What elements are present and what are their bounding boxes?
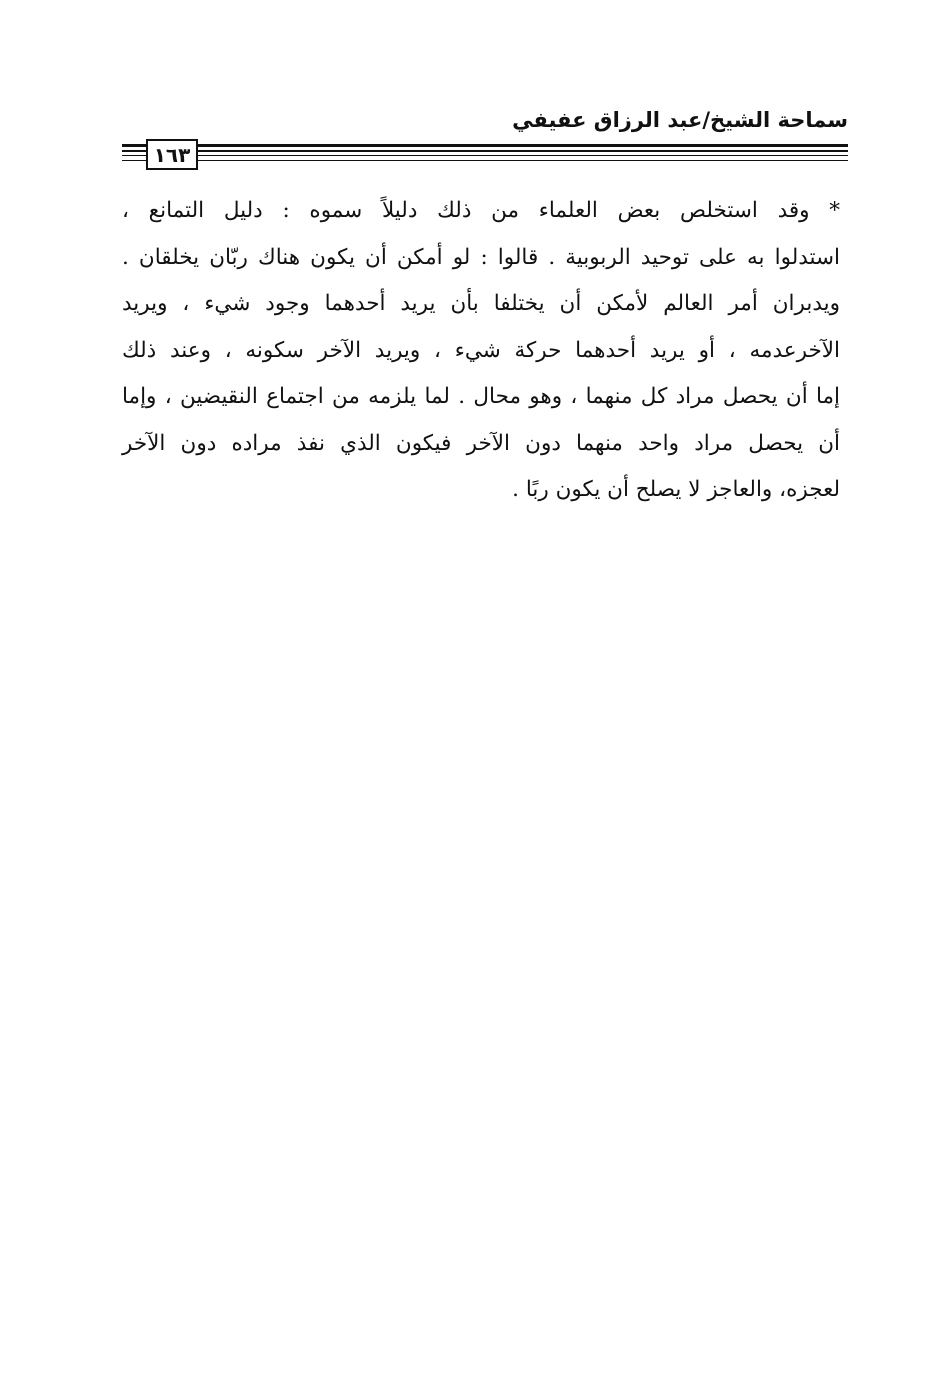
body-text	[122, 188, 840, 514]
text-line: إما أن يحصل مراد كل منهما ، وهو محال . لما يلزمه من اجتماع النقيضين ، وإما	[122, 384, 840, 409]
page-number: ١٦٣	[146, 139, 198, 170]
text-line: * وقد استخلص بعض العلماء من ذلك دليلاً سموه : دليل التمانع ،	[122, 198, 840, 223]
header-rule	[122, 150, 848, 152]
text-line: استدلوا به على توحيد الربوبية . قالوا : لو أمكن أن يكون هناك ربّان يخلقان .	[122, 244, 840, 270]
text-line: لعجزه، والعاجز لا يصلح أن يكون ربًا .	[512, 477, 840, 502]
text-line: ويدبران أمر العالم لأمكن أن يختلفا بأن يريد أحدهما وجود شيء ، ويريد	[122, 291, 840, 316]
text-line: أن يحصل مراد واحد منهما دون الآخر فيكون الذي نفذ مراده دون الآخر	[122, 430, 840, 456]
text-line: الآخرعدمه ، أو يريد أحدهما حركة شيء ، ويريد الآخر سكونه ، وعند ذلك	[122, 337, 840, 363]
header-rule	[122, 155, 848, 156]
header-rule	[122, 144, 848, 147]
running-header: سماحة الشيخ/عبد الرزاق عفيفي	[512, 108, 848, 132]
header-rule	[122, 160, 848, 161]
